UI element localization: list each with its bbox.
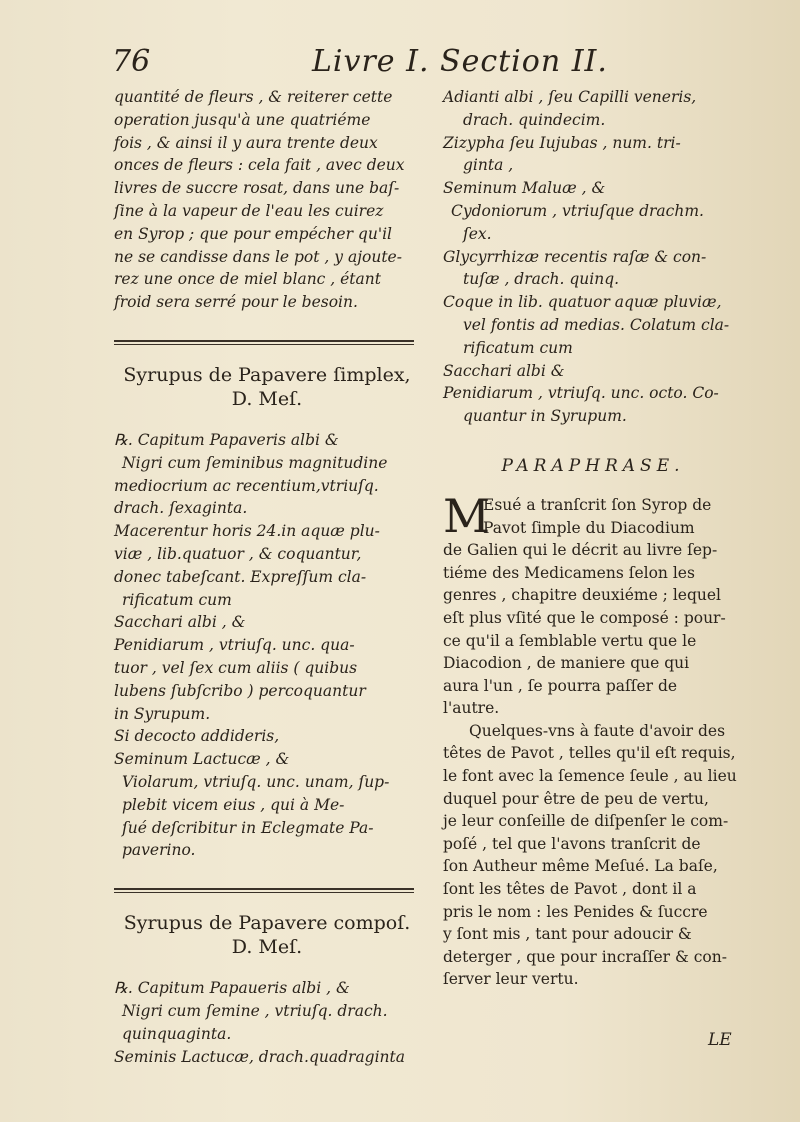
right-column [443,86,743,991]
recipe-line: quinquaginta. [122,1024,232,1043]
recipe-line: rificatum cum [463,338,573,357]
text-line: ſine à la vapeur de l'eau les cuirez [114,201,384,220]
recipe-line: tuor , vel ſex cum aliis ( quibus [114,658,358,677]
recipe-line: plebit vicem eius , qui à Me- [122,795,345,814]
recipe-line: Violarum, vtriuſq. unc. unam, ſup- [122,772,390,791]
recipe-line: ſué deſcribitur in Eclegmate Pa- [122,818,374,837]
recipe-line: mediocrium ac recentium,vtriuſq. [114,476,379,495]
paragraph-text [443,720,743,991]
text-line: onces de fleurs : cela fait , avec deux [114,156,405,175]
text-line: rez une once de miel blanc , étant [114,270,381,289]
text-line: je leur conſeille de diſpenſer le com- [443,812,729,831]
text-line: poſé , tel que l'avons tranſcrit de [443,834,701,853]
recipe-line: lubens ſubſcribo ) percoquantur [114,681,366,700]
recipe-line: Nigri cum ſeminibus magnitudine [122,453,388,472]
recipe-line: Penidiarum , vtriuſq. unc. qua- [114,636,355,655]
recipe-line: ginta , [463,156,514,175]
section-divider [114,340,414,345]
section-divider [114,888,414,893]
text-line: Quelques-vns à faute d'avoir des [469,721,726,740]
text-line: operation jusqu'à une quatriéme [114,110,371,129]
recipe-line: vel fontis ad medias. Colatum cla- [463,315,730,334]
text-line: Pavot ſimple du Diacodium [483,518,695,537]
text-line: ce qu'il a ſemblable vertu que le [443,631,697,650]
recipe-line: Seminum Lactucæ , & [114,750,290,769]
recipe-line: Adianti albi , ſeu Capilli veneris, [443,88,697,106]
text-line: eſt plus vſité que le composé : pour- [443,608,726,627]
recipe-block [114,977,420,1068]
recipe-line: in Syrupum. [114,704,211,723]
drop-cap: M [443,488,491,543]
section-title-line: Syrupus de Papavere compoſ. [123,912,411,935]
text-line: fois , & ainsi il y aura trente deux [114,133,378,152]
recipe-line: paverino. [122,841,196,860]
text-line: deterger , que pour incraſſer & con- [443,947,727,966]
text-line: ſont les têtes de Pavot , dont il a [443,880,697,899]
recipe-line: Cydoniorum , vtriuſque drachm. [451,201,704,220]
text-line: quantité de fleurs , & reiterer cette [114,88,393,106]
recipe-line: Seminis Lactucæ, drach.quadraginta [114,1047,406,1066]
recipe-line: viæ , lib.quatuor , & coquantur, [114,544,362,563]
recipe-line: drach. ſexaginta. [114,499,248,518]
recipe-line: ℞. Capitum Papaveris albi & [114,430,339,449]
page-number: 76 [112,44,151,79]
intro-paragraph [114,86,420,314]
text-line: aura l'un , ſe pourra paſſer de [443,676,678,695]
text-line: têtes de Pavot , telles qu'il eſt requis, [443,744,736,763]
recipe-line: Macerentur horis 24.in aquæ plu- [114,522,380,541]
recipe-line: tuſæ , drach. quinq. [463,270,620,289]
recipe-line: Si decocto addideris, [114,727,280,746]
recipe-line: ſex. [463,224,492,243]
text-line: Esué a tranſcrit ſon Syrop de [483,495,712,514]
text-line: ne se candisse dans le pot , y ajoute- [114,247,402,266]
recipe-line: Penidiarum , vtriuſq. unc. octo. Co- [443,384,719,403]
text-line: ſerver leur vertu. [443,970,579,989]
recipe-line: Zizypha ſeu Iujubas , num. tri- [443,133,681,152]
text-line: l'autre. [443,699,500,718]
paraphrase-heading: PARAPHRASE. [501,455,685,476]
recipe-line: rificatum cum [122,590,232,609]
text-line: froid sera serré pour le besoin. [114,293,358,312]
text-line: en Syrop ; que pour empécher qu'il [114,224,392,243]
running-head: Livre I. Section II. [312,44,608,79]
recipe-line: Seminum Maluæ , & [443,179,606,198]
recipe-line: Coque in lib. quatuor aquæ pluviæ, [443,293,722,312]
recipe-line: quantur in Syrupum. [463,407,627,426]
section-title-line: D. Meſ. [231,387,303,410]
recipe-block [114,429,420,862]
catchword: LE [708,1030,732,1050]
text-line: de Galien qui le décrit au livre ſep- [443,541,718,560]
section-title [114,363,420,411]
text-line: genres , chapitre deuxiéme ; lequel [443,586,721,605]
text-line: ſon Autheur même Meſué. La baſe, [443,857,718,876]
text-line: livres de succre rosat, dans une baſ- [114,179,400,198]
recipe-line: drach. quindecim. [463,110,606,129]
text-line: pris le nom : les Penides & ſuccre [443,902,708,921]
paraphrase-paragraph [443,488,743,720]
recipe-block [443,86,743,428]
recipe-line: donec tabeſcant. Expreſſum cla- [114,567,367,586]
recipe-line: Glycyrrhizæ recentis raſæ & con- [443,247,707,266]
section-title [114,911,420,959]
left-column [114,86,420,1068]
text-line: y ſont mis , tant pour adoucir & [443,925,692,944]
text-line: le font avec la ſemence ſeule , au lieu [443,767,737,786]
page-header [112,44,772,84]
text-line: tiéme des Medicamens ſelon les [443,563,695,582]
section-title-line: Syrupus de Papavere ſimplex, [123,363,411,386]
recipe-line: Sacchari albi , & [114,613,246,632]
recipe-line: ℞. Capitum Papaueris albi , & [114,979,350,998]
recipe-line: Sacchari albi & [443,361,565,380]
section-title-line: D. Meſ. [231,936,303,959]
recipe-line: Nigri cum ſemine , vtriuſq. drach. [122,1001,388,1020]
text-line: Diacodion , de maniere que qui [443,654,690,673]
text-line: duquel pour être de peu de vertu, [443,789,709,808]
